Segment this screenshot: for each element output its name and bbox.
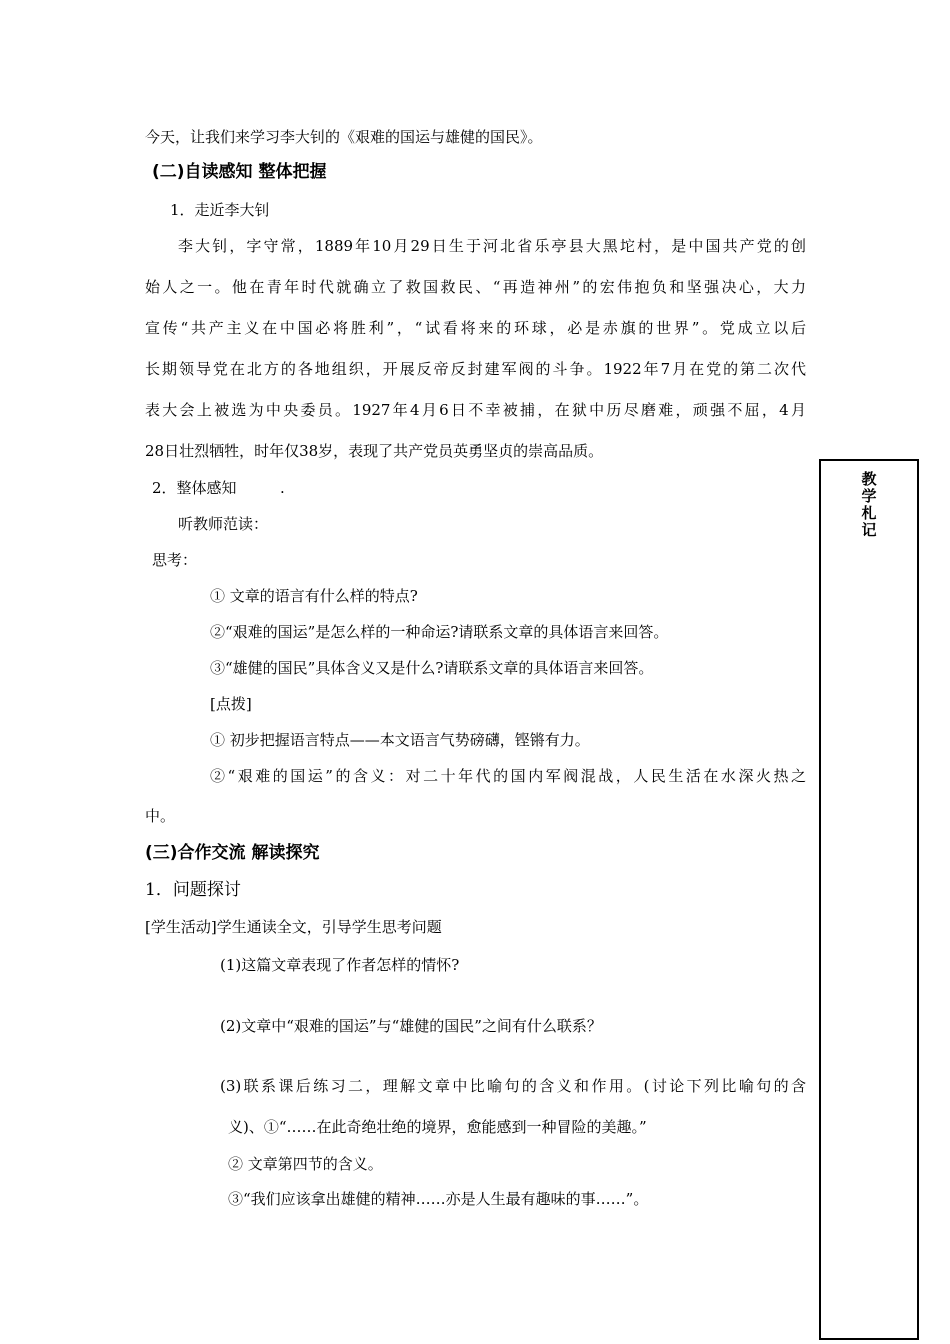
question-item: ③“雄健的国民”具体含义又是什么?请联系文章的具体语言来回答。 (210, 659, 654, 677)
hint-item: ① 初步把握语言特点——本文语言气势磅礴，铿锵有力。 (210, 731, 590, 749)
bio-line: 28日壮烈牺牲，时年仅38岁，表现了共产党员英勇坚贞的崇高品质。 (145, 442, 604, 460)
section3-heading: (三)合作交流 解读探究 (145, 843, 320, 863)
question-item: ②“艰难的国运”是怎么样的一种命运?请联系文章的具体语言来回答。 (210, 623, 669, 641)
discussion-question: (1)这篇文章表现了作者怎样的情怀? (220, 956, 460, 974)
notes-char: 学 (861, 487, 877, 505)
discussion-question: ③“我们应该拿出雄健的精神……亦是人生最有趣味的事……”。 (228, 1190, 649, 1208)
item2-dot: . (280, 479, 285, 497)
notes-char: 教 (861, 470, 877, 488)
discussion-question: ② 文章第四节的含义。 (228, 1155, 383, 1173)
section2-heading: (二)自读感知 整体把握 (152, 162, 327, 182)
question-item: ① 文章的语言有什么样的特点? (210, 587, 418, 605)
bio-line: 长期领导党在北方的各地组织，开展反帝反封建军阀的斗争。1922年7月在党的第二次代 (145, 360, 806, 378)
item1-title: 1．走近李大钊 (170, 201, 270, 219)
discussion-question: (2)文章中“艰难的国运”与“雄健的国民”之间有什么联系？ (220, 1017, 602, 1035)
hint-item: 中。 (145, 807, 176, 825)
discussion-question: (3)联系课后练习二，理解文章中比喻句的含义和作用。(讨论下列比喻句的含 (220, 1077, 806, 1095)
notes-char: 札 (861, 504, 877, 522)
teaching-notes-box (819, 459, 919, 1340)
teaching-notes-title (821, 471, 917, 539)
hint-label: [点拨] (210, 695, 252, 713)
item2-title: 2．整体感知 (152, 479, 237, 497)
bio-line: 宣传“共产主义在中国必将胜利”，“试看将来的环球，必是赤旗的世界”。党成立以后 (145, 319, 806, 337)
bio-line: 表大会上被选为中央委员。1927年4月6日不幸被捕，在狱中历尽磨难，顽强不屈，4月 (145, 401, 806, 419)
bio-line: 李大钊，字守常，1889年10月29日生于河北省乐亭县大黑坨村，是中国共产党的创 (178, 237, 806, 255)
activity-line: [学生活动]学生通读全文，引导学生思考问题 (145, 918, 442, 936)
intro-line: 今天，让我们来学习李大钊的《艰难的国运与雄健的国民》。 (145, 128, 543, 146)
listen-line: 听教师范读： (178, 515, 269, 533)
discussion-question: 义)、①“……在此奇绝壮绝的境界，愈能感到一种冒险的美趣。” (228, 1118, 647, 1136)
hint-item: ②“艰难的国运”的含义：对二十年代的国内军阀混战，人民生活在水深火热之 (210, 767, 806, 785)
problem-title: 1．问题探讨 (145, 880, 241, 900)
notes-char: 记 (861, 521, 877, 539)
think-label: 思考： (152, 551, 198, 569)
bio-line: 始人之一。他在青年时代就确立了救国救民、“再造神州”的宏伟抱负和坚强决心，大力 (145, 278, 806, 296)
